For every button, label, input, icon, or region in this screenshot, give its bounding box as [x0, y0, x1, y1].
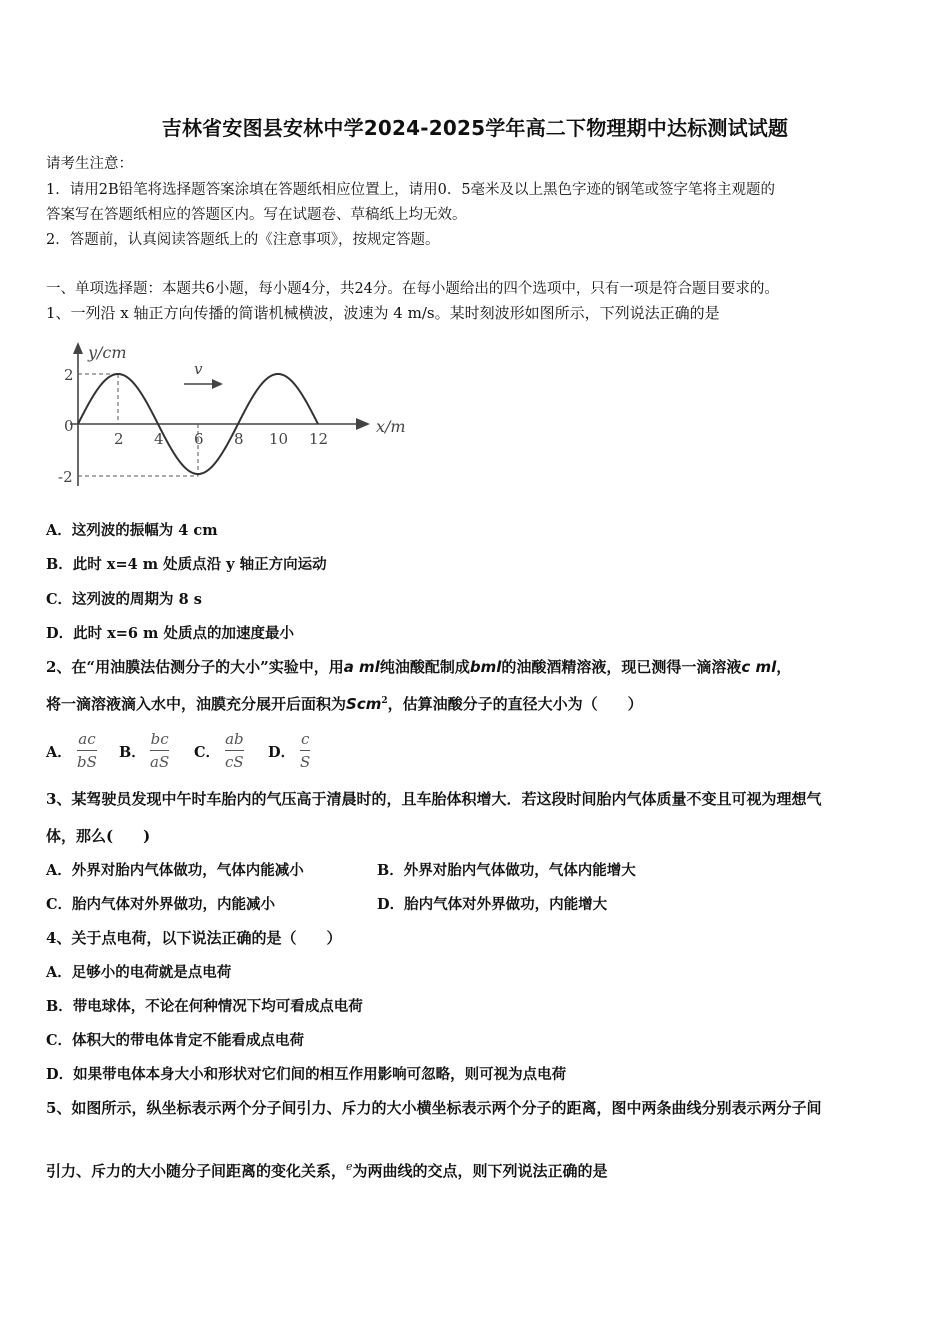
q3-option-a: A．外界对胎内气体做功，气体内能减小 — [46, 862, 304, 879]
q3-line-1: 3、某驾驶员发现中午时车胎内的气压高于清晨时的，且车胎体积增大．若这段时间胎内气体质量不变且可视为理想气 — [46, 790, 822, 808]
x-tick-2: 2 — [114, 430, 124, 448]
q4-option-c: C．体积大的带电体肯定不能看成点电荷 — [46, 1032, 305, 1049]
q2-option-d-fraction: c S — [300, 730, 311, 771]
x-tick-6: 6 — [194, 430, 204, 448]
q2-symbol-a: a ml — [343, 658, 380, 676]
q1-option-b: B．此时 x=4 m 处质点沿 y 轴正方向运动 — [46, 556, 327, 573]
wave-figure — [56, 336, 416, 496]
y-tick-0: 0 — [64, 417, 74, 435]
q4-option-d: D．如果带电体本身大小和形状对它们间的相互作用影响可忽略，则可视为点电荷 — [46, 1066, 567, 1083]
q2-option-b-label: B． — [119, 744, 146, 761]
q1-option-c: C．这列波的周期为 8 s — [46, 591, 202, 608]
x-tick-12: 12 — [309, 430, 329, 448]
q2-option-c-fraction: ab cS — [225, 730, 244, 771]
q5-line-2: 引力、斥力的大小随分子间距离的变化关系，$^e$为两曲线的交点，则下列说法正确的是 — [46, 1160, 608, 1180]
velocity-label: v — [194, 360, 203, 378]
y-axis-label: y/cm — [88, 343, 127, 362]
notice-item-1-line-2: 答案写在答题纸相应的答题区内。写在试题卷、草稿纸上均无效。 — [46, 207, 467, 223]
page-title: 吉林省安图县安林中学2024-2025学年高二下物理期中达标测试试题 — [161, 116, 789, 140]
q2-symbol-b: bml — [469, 658, 502, 676]
q4-option-a: A．足够小的电荷就是点电荷 — [46, 964, 232, 981]
x-axis-arrow — [356, 418, 370, 430]
q1-option-d: D．此时 x=6 m 处质点的加速度最小 — [46, 625, 294, 642]
x-axis-label: x/m — [376, 417, 406, 436]
q3-option-d: D．胎内气体对外界做功，内能增大 — [377, 896, 608, 913]
notice-item-2: 2．答题前，认真阅读答题纸上的《注意事项》，按规定答题。 — [46, 232, 440, 248]
q2-line-1: 2、在“用油膜法估测分子的大小”实验中，用a ml纯油酸配制成bml的油酸酒精溶液，现已测得一滴溶液c ml， — [46, 658, 792, 676]
x-tick-4: 4 — [154, 430, 164, 448]
y-axis-arrow — [73, 342, 83, 354]
y-tick-neg2: -2 — [58, 468, 73, 486]
q2-option-d-label: D． — [268, 744, 296, 761]
q2-symbol-s: Scm — [346, 695, 382, 713]
q2-option-b-fraction: bc aS — [150, 730, 170, 771]
q3-line-2: 体，那么( ) — [46, 827, 151, 845]
q3-option-c: C．胎内气体对外界做功，内能减小 — [46, 896, 276, 913]
q1-stem: 1、一列沿 x 轴正方向传播的简谐机械横波，波速为 4 m/s。某时刻波形如图所示，下列说法正确的是 — [46, 304, 720, 322]
q1-option-a: A．这列波的振幅为 4 cm — [46, 522, 218, 539]
q2-line-2: 将一滴溶液滴入水中，油膜充分展开后面积为Scm$^2$，估算油酸分子的直径大小为（ ） — [46, 695, 643, 713]
velocity-arrowhead — [212, 379, 223, 389]
q2-option-a-fraction: ac bS — [77, 730, 97, 771]
q4-option-b: B．带电球体，不论在何种情况下均可看成点电荷 — [46, 998, 363, 1015]
q4-stem: 4、关于点电荷，以下说法正确的是（ ） — [46, 929, 342, 947]
x-tick-labels — [114, 430, 328, 448]
x-tick-8: 8 — [234, 430, 244, 448]
notice-item-1-line-1: 1．请用2B铅笔将选择题答案涂填在答题纸相应位置上，请用0．5毫米及以上黑色字迹的钢笔或签字笔将主观题的 — [46, 182, 776, 198]
x-tick-10: 10 — [269, 430, 289, 448]
notice-heading: 请考生注意： — [46, 156, 133, 172]
y-tick-2: 2 — [64, 366, 74, 384]
q2-symbol-c: c ml — [741, 658, 777, 676]
q5-line-1: 5、如图所示，纵坐标表示两个分子间引力、斥力的大小横坐标表示两个分子的距离，图中两条曲线分别表示两分子间 — [46, 1099, 822, 1117]
q2-option-c-label: C． — [194, 744, 221, 761]
q5-symbol-e: e — [346, 1160, 353, 1173]
q2-option-a-label: A． — [46, 744, 72, 761]
section-heading: 一、单项选择题：本题共6小题，每小题4分，共24分。在每小题给出的四个选项中，只有一项是符合题目要求的。 — [46, 281, 779, 297]
q3-option-b: B．外界对胎内气体做功，气体内能增大 — [377, 862, 636, 879]
